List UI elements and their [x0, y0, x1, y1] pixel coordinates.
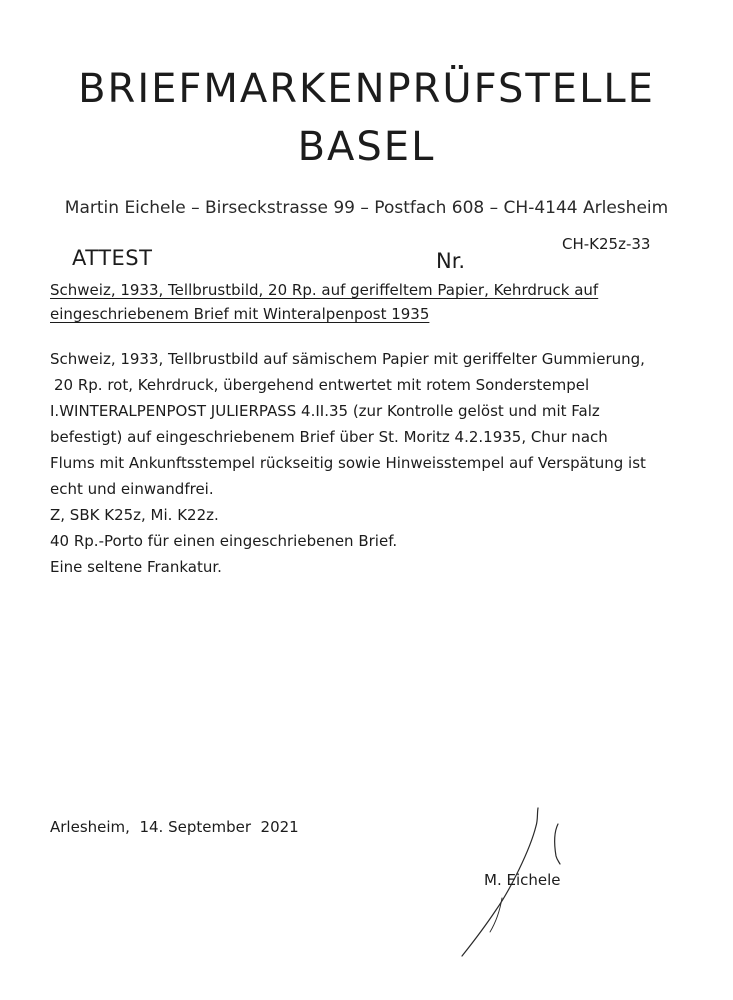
org-title-line1: BRIEFMARKENPRÜFSTELLE: [78, 66, 655, 112]
body-line: 20 Rp. rot, Kehrdruck, übergehend entwertet mit rotem Sonderstempel: [54, 376, 590, 394]
org-title-line2: BASEL: [297, 124, 436, 170]
certificate-number: CH-K25z-33: [562, 235, 651, 253]
attest-label: ATTEST: [72, 246, 153, 270]
nr-label: Nr.: [436, 249, 466, 273]
body-line: 40 Rp.-Porto für einen eingeschriebenen Brief.: [50, 532, 398, 550]
subject-line-1: Schweiz, 1933, Tellbrustbild, 20 Rp. auf geriffeltem Papier, Kehrdruck auf: [50, 281, 599, 299]
body-line: Eine seltene Frankatur.: [50, 558, 222, 576]
address-line: Martin Eichele – Birseckstrasse 99 – Postfach 608 – CH-4144 Arlesheim: [64, 198, 669, 218]
signer-name: M. Eichele: [484, 871, 561, 889]
body-line: echt und einwandfrei.: [50, 480, 214, 498]
body-line: Z, SBK K25z, Mi. K22z.: [50, 506, 219, 524]
subject-heading: [50, 278, 670, 326]
body-line: Schweiz, 1933, Tellbrustbild auf sämischem Papier mit geriffelter Gummierung,: [50, 350, 645, 368]
body-line: I.WINTERALPENPOST JULIERPASS 4.II.35 (zur Kontrolle gelöst und mit Falz: [50, 402, 600, 420]
certificate-body: [50, 346, 690, 580]
body-line: befestigt) auf eingeschriebenem Brief über St. Moritz 4.2.1935, Chur nach: [50, 428, 608, 446]
subject-line-2: eingeschriebenem Brief mit Winteralpenpost 1935: [50, 305, 430, 323]
body-line: Flums mit Ankunftsstempel rückseitig sowie Hinweisstempel auf Verspätung ist: [50, 454, 646, 472]
place-date: Arlesheim, 14. September 2021: [50, 818, 299, 836]
